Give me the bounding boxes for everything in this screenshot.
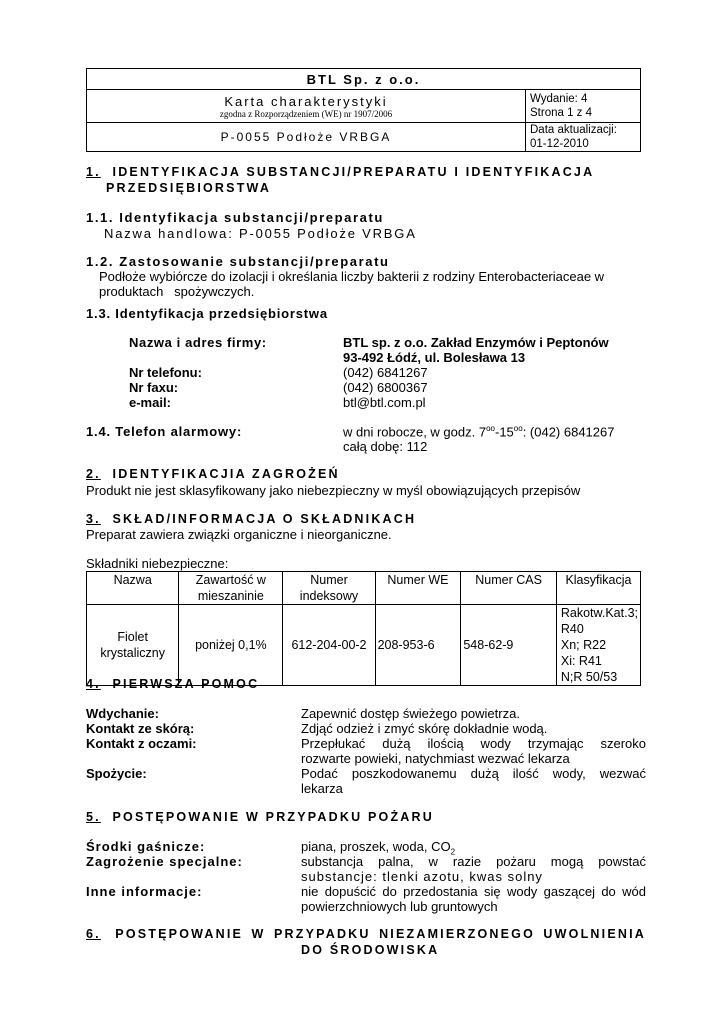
- hazardous-label: Składniki niebezpieczne:: [86, 556, 229, 571]
- ingestion-text-line-1: Podać poszkodowanemu dużą ilość wody, wezwać: [301, 766, 646, 781]
- section-6-heading: 6. POSTĘPOWANIE W PRZYPADKU NIEZAMIERZONEGO UWOLNIENIA: [86, 927, 646, 941]
- ingestion-text-line-2: lekarza: [301, 781, 343, 796]
- section-number: 3.: [86, 512, 101, 526]
- update-date: 01-12-2010: [530, 138, 589, 150]
- company-address-line-1: BTL sp. z o.o. Zakład Enzymów i Peptonów: [343, 335, 609, 350]
- fax-value: (042) 6800367: [343, 380, 428, 395]
- section-number: 4.: [86, 677, 101, 691]
- section-number: 5.: [86, 810, 101, 824]
- section-4-heading: 4. PIERWSZA POMOC: [86, 677, 260, 691]
- update-label: Data aktualizacji:: [530, 124, 617, 136]
- column-header: Numer CAS: [461, 572, 557, 605]
- company-address-label: Nazwa i adres firmy:: [129, 335, 267, 350]
- doc-title-cell: [87, 90, 526, 123]
- section-3-heading: 3. SKŁAD/INFORMACJA O SKŁADNIKACH: [86, 512, 417, 526]
- section-6-heading-cont: DO ŚRODOWISKA: [301, 943, 440, 957]
- usage-line-2: produktach spożywczych.: [99, 284, 255, 299]
- email-value[interactable]: btl@btl.com.pl: [343, 395, 426, 410]
- edition: Wydanie: 4: [530, 93, 588, 105]
- special-hazard-label: Zagrożenie specjalne:: [86, 854, 243, 869]
- skin-label: Kontakt ze skórą:: [86, 721, 195, 736]
- doc-title: Karta charakterystyki: [224, 93, 388, 109]
- update-cell: [526, 123, 641, 152]
- subsection-1-3-title: 1.3. Identyfikacja przedsiębiorstwa: [86, 306, 328, 321]
- usage-line-1: Podłoże wybiórcze do izolacji i określania liczby bakterii z rodziny Enterobacteriaceae w: [99, 269, 605, 284]
- alarm-hours: w dni robocze, w godz. $7^{oo}-15^{oo}$: (042) 6841267: [343, 424, 615, 440]
- ingredient-cas: 548-62-9: [461, 605, 557, 686]
- hazard-statement: Produkt nie jest sklasyfikowany jako niebezpieczny w myśl obowiązujących przepisów: [86, 483, 581, 498]
- subsection-1-1-title: 1.1. Identyfikacja substancji/preparatu: [86, 210, 384, 225]
- other-info-line-2: powierzchniowych lub gruntowych: [301, 899, 498, 914]
- edition-cell: [526, 90, 641, 123]
- company-address-line-2: 93-492 Łódź, ul. Bolesława 13: [343, 350, 526, 365]
- inhalation-label: Wdychanie:: [86, 706, 159, 721]
- subsection-1-2-title: 1.2. Zastosowanie substancji/preparatu: [86, 254, 390, 269]
- inhalation-text: Zapewnić dostęp świeżego powietrza.: [301, 706, 520, 721]
- ingredient-index: 612-204-00-2: [283, 605, 375, 686]
- section-5-heading: 5. POSTĘPOWANIE W PRZYPADKU POŻARU: [86, 810, 434, 824]
- section-1-heading: 1. IDENTYFIKACJA SUBSTANCJI/PREPARATU I IDENTYFIKACJA: [86, 165, 595, 179]
- column-header: Numer indeksowy: [283, 572, 375, 605]
- extinguishing-label: Środki gaśnicze:: [86, 839, 206, 854]
- column-header: Klasyfikacja: [556, 572, 640, 605]
- composition-text: Preparat zawiera związki organiczne i nieorganiczne.: [86, 527, 392, 542]
- section-1-heading-cont: PRZEDSIĘBIORSTWA: [106, 181, 272, 195]
- section-number: 6.: [86, 927, 101, 941]
- company-name: BTL Sp. z o.o.: [87, 69, 641, 90]
- phone-value: (042) 6841267: [343, 365, 428, 380]
- trade-name: Nazwa handlowa: P-0055 Podłoże VRBGA: [104, 226, 417, 241]
- email-label: e-mail:: [129, 395, 171, 410]
- section-number: 1.: [86, 165, 101, 179]
- section-number: 2.: [86, 467, 101, 481]
- subsection-1-4-title: 1.4. Telefon alarmowy:: [86, 424, 243, 439]
- ingredient-content: poniżej 0,1%: [179, 605, 283, 686]
- hazardous-ingredients-table: [86, 571, 641, 686]
- eyes-text-line-1: Przepłukać dużą ilością wody trzymając szeroko: [301, 736, 646, 751]
- table-header-row: [87, 572, 641, 605]
- ingestion-label: Spożycie:: [86, 766, 147, 781]
- column-header: Nazwa: [87, 572, 179, 605]
- ingredient-classification: Rakotw.Kat.3; R40 Xn; R22 Xi: R41 N;R 50/53: [556, 605, 640, 686]
- ingredient-we: 208-953-6: [375, 605, 461, 686]
- table-row: [87, 605, 641, 686]
- skin-text: Zdjąć odzież i zmyć skórę dokładnie wodą.: [301, 721, 548, 736]
- regulation-text: zgodna z Rozporządzeniem (WE) nr 1907/2006: [219, 108, 393, 119]
- eyes-text-line-2: rozwarte powieki, natychmiast wezwać lekarza: [301, 751, 570, 766]
- alarm-24h: całą dobę: 112: [343, 439, 428, 454]
- fax-label: Nr faxu:: [129, 380, 179, 395]
- product-name: P-0055 Podłoże VRBGA: [87, 123, 526, 152]
- special-hazard-line-2: substancje: tlenki azotu, kwas solny: [301, 869, 543, 884]
- other-info-label: Inne informacje:: [86, 884, 203, 899]
- column-header: Zawartość w mieszaninie: [179, 572, 283, 605]
- document-header: [86, 68, 641, 152]
- extinguishing-text: piana, proszek, woda, $CO_2$: [301, 839, 456, 857]
- section-2-heading: 2. IDENTYFIKACJIA ZAGROŻEŃ: [86, 467, 340, 481]
- eyes-label: Kontakt z oczami:: [86, 736, 197, 751]
- special-hazard-line-1: substancja palna, w razie pożaru mogą powstać: [301, 854, 646, 869]
- ingredient-name: Fiolet krystaliczny: [87, 605, 179, 686]
- other-info-line-1: nie dopuścić do przedostania się wody gaszącej do wód: [301, 884, 646, 899]
- column-header: Numer WE: [375, 572, 461, 605]
- phone-label: Nr telefonu:: [129, 365, 202, 380]
- page-number: Strona 1 z 4: [530, 107, 593, 119]
